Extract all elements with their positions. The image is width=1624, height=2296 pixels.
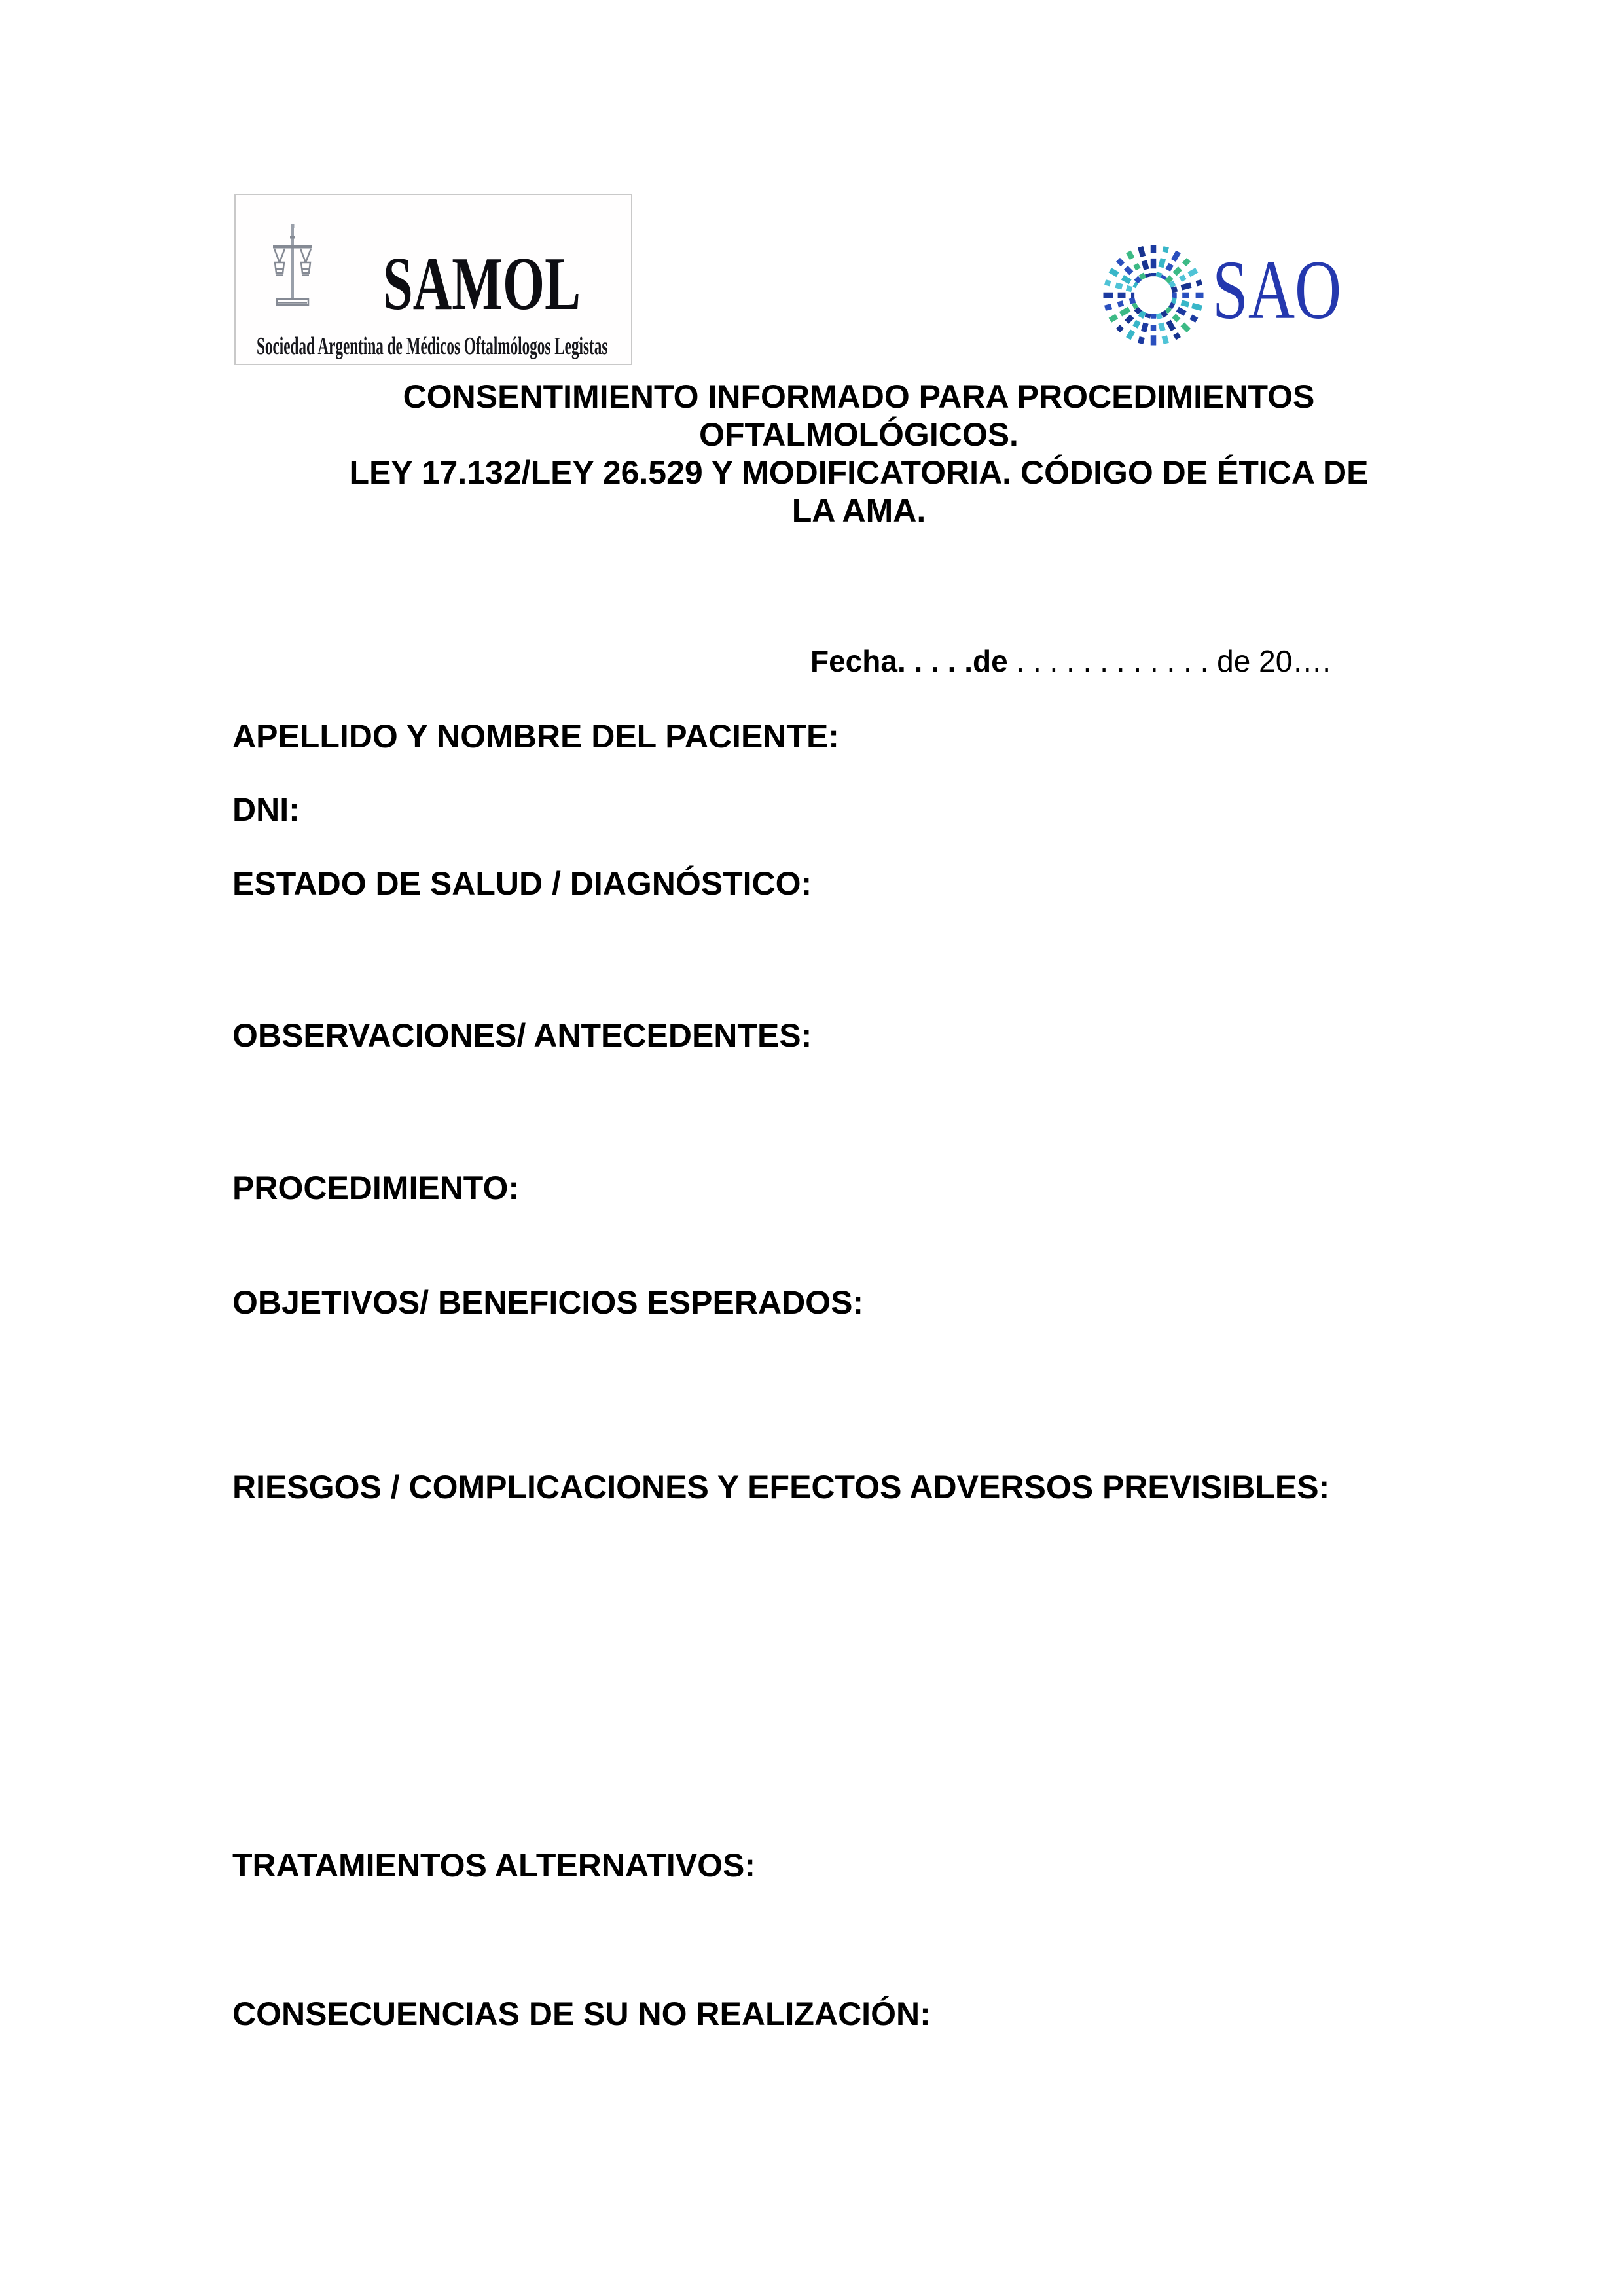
field-label-alternative-treatments: TRATAMIENTOS ALTERNATIVOS: xyxy=(232,1847,756,1884)
field-label-objectives: OBJETIVOS/ BENEFICIOS ESPERADOS: xyxy=(232,1284,864,1321)
date-label: Fecha. . . . .de xyxy=(810,644,1008,678)
sao-logo-text: SAO xyxy=(1212,243,1342,336)
field-label-dni: DNI: xyxy=(232,791,300,828)
field-label-health-status: ESTADO DE SALUD / DIAGNÓSTICO: xyxy=(232,865,812,902)
field-label-observations: OBSERVACIONES/ ANTECEDENTES: xyxy=(232,1017,812,1054)
samol-logo-subtitle: Sociedad Argentina de Médicos Oftalmólogos Legistas xyxy=(257,332,608,360)
title-line-4: LA AMA. xyxy=(791,492,926,529)
field-label-consequences: CONSECUENCIAS DE SU NO REALIZACIÓN: xyxy=(232,1996,931,2032)
title-line-2: OFTALMOLÓGICOS. xyxy=(699,416,1019,453)
page-title xyxy=(232,378,1485,529)
samol-logo-text: SAMOL xyxy=(383,242,581,326)
title-line-1: CONSENTIMIENTO INFORMADO PARA PROCEDIMIENTOS xyxy=(403,378,1315,415)
scales-of-justice-icon xyxy=(272,223,314,315)
date-dotted-blanks: . . . . . . . . . . . . de 20…. xyxy=(1007,644,1331,678)
samol-logo xyxy=(234,194,632,365)
sao-burst-icon xyxy=(1098,240,1209,351)
date-line xyxy=(810,643,1331,679)
title-line-3: LEY 17.132/LEY 26.529 Y MODIFICATORIA. CÓDIGO DE ÉTICA DE xyxy=(349,454,1369,491)
field-label-procedure: PROCEDIMIENTO: xyxy=(232,1170,519,1206)
field-label-patient-name: APELLIDO Y NOMBRE DEL PACIENTE: xyxy=(232,718,839,755)
field-label-risks: RIESGOS / COMPLICACIONES Y EFECTOS ADVERSOS PREVISIBLES: xyxy=(232,1469,1330,1505)
